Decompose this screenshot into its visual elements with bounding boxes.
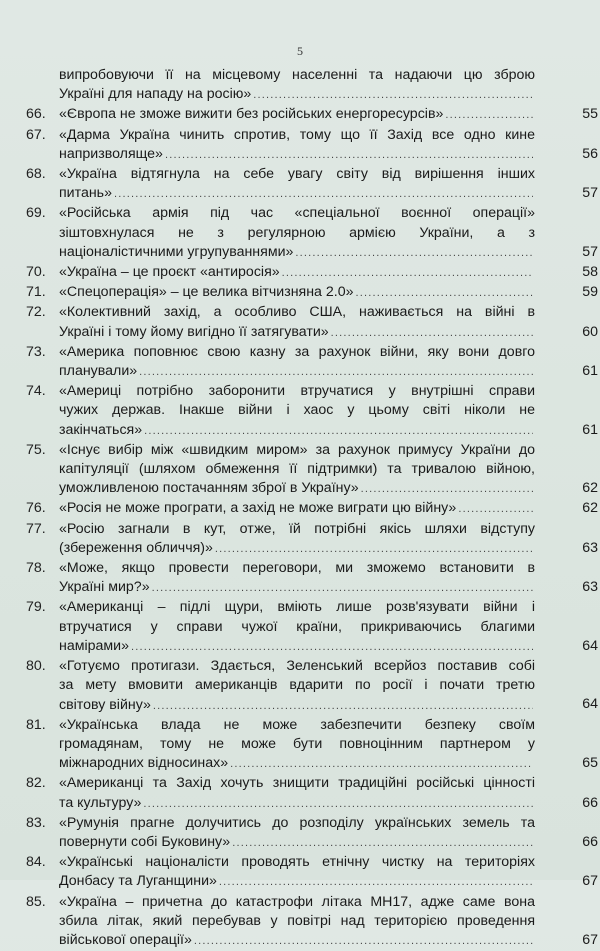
entry-number: 72. xyxy=(26,304,46,321)
entry-number: 77. xyxy=(26,520,46,537)
toc-entry[interactable] xyxy=(26,520,598,559)
entry-line: «Американці та Захід хочуть знищити традиційні російські цінності xyxy=(59,775,535,792)
entry-body xyxy=(59,303,598,342)
toc-entry[interactable] xyxy=(26,893,598,951)
entry-line-last xyxy=(59,184,535,204)
entry-page-number: 67 xyxy=(582,931,598,948)
entry-line-last xyxy=(59,872,535,892)
entry-line: випробовуючи її на місцевому населенні та надаючи цю зброю xyxy=(59,67,535,83)
entry-page-number: 55 xyxy=(582,106,598,123)
entry-line-last xyxy=(59,479,535,499)
entry-line: «Українські націоналісти проводять етнічну чистку на територіях xyxy=(59,854,535,871)
entry-line-last xyxy=(59,283,535,303)
toc-entry[interactable] xyxy=(26,105,598,125)
entry-body xyxy=(59,105,598,125)
entry-line-text: «Спецоперація» – це велика вітчизняна 2.0» xyxy=(59,284,354,301)
entry-page-number: 60 xyxy=(582,323,598,340)
entry-line-last xyxy=(59,263,535,283)
entry-number: 69. xyxy=(26,205,46,222)
dot-leader xyxy=(215,540,533,559)
entry-line-text: Донбасу та Луганщини» xyxy=(59,873,217,890)
entry-body xyxy=(59,814,598,853)
entry-line: «Американці – підлі щури, вміють лише розв'язувати війни і xyxy=(59,599,535,616)
entry-line-last xyxy=(59,578,535,598)
dot-leader xyxy=(152,579,533,598)
toc-entry[interactable] xyxy=(26,441,598,500)
dot-leader xyxy=(165,146,533,165)
dot-leader xyxy=(282,264,533,283)
dot-leader xyxy=(356,284,533,303)
entry-line-text: військової операції» xyxy=(59,931,192,948)
entry-line: «Румунія прагне долучитись до розподілу українських земель та xyxy=(59,814,535,831)
entry-line-text: Україні мир?» xyxy=(59,579,150,596)
dot-leader xyxy=(143,795,533,814)
entry-line: громадянам, тому не може бути повноцінним партнером у xyxy=(59,735,535,752)
entry-page-number: 64 xyxy=(582,637,598,654)
entry-number: 80. xyxy=(26,658,46,675)
entry-line: «Українська влада не може забезпечити безпеку своїм xyxy=(59,716,535,733)
toc-entry[interactable] xyxy=(26,126,598,165)
entry-body xyxy=(59,441,598,500)
toc-entry[interactable] xyxy=(26,382,598,441)
page-number: 5 xyxy=(297,44,303,58)
toc-entry[interactable] xyxy=(26,303,598,342)
entry-line: «Росію загнали в кут, отже, їй потрібні якісь шляхи відступу xyxy=(59,520,535,537)
entry-line-last xyxy=(59,421,535,441)
toc-entry[interactable] xyxy=(26,263,598,283)
entry-body xyxy=(59,774,598,813)
dot-leader xyxy=(139,363,533,382)
entry-page-number: 61 xyxy=(582,421,598,438)
toc-entry[interactable] xyxy=(26,814,598,853)
entry-body xyxy=(59,657,598,716)
entry-line-last xyxy=(59,539,535,559)
entry-line-text: питань» xyxy=(59,185,112,202)
entry-number: 85. xyxy=(26,893,46,910)
entry-page-number: 57 xyxy=(582,185,598,202)
entry-page-number: 66 xyxy=(582,794,598,811)
entry-body xyxy=(59,559,598,598)
toc-entry[interactable] xyxy=(26,598,598,657)
entry-line-text: Україні і тому йому вигідно її затягувати» xyxy=(59,323,329,340)
entry-line-text: «Європа не зможе вижити без російських енергоресурсів» xyxy=(59,106,444,123)
entry-line: за мету вмовити американців вдарити по росії і почати третю xyxy=(59,677,535,694)
entry-line-text: світову війну» xyxy=(59,696,151,713)
entry-line-last xyxy=(59,85,535,105)
entry-page-number: 67 xyxy=(582,873,598,890)
entry-number: 79. xyxy=(26,599,46,616)
entry-page-number: 63 xyxy=(582,579,598,596)
toc-entry-continuation[interactable] xyxy=(26,66,560,105)
entry-line-text: планували» xyxy=(59,363,138,380)
toc-entry[interactable] xyxy=(26,499,598,519)
entry-body xyxy=(59,716,598,775)
entry-page-number: 64 xyxy=(582,696,598,713)
entry-line-text: націоналістичними угрупуваннями» xyxy=(59,243,294,260)
entry-page-number: 62 xyxy=(582,500,598,517)
entry-line: збила літак, який перебував у повітрі над територією проведення xyxy=(59,912,535,929)
entry-number: 78. xyxy=(26,560,46,577)
toc-entry[interactable] xyxy=(26,716,598,775)
entry-number: 68. xyxy=(26,166,46,183)
entry-page-number: 63 xyxy=(582,539,598,556)
entry-body xyxy=(59,126,598,165)
entry-body xyxy=(59,66,560,105)
entry-line-text: закінчаться» xyxy=(59,421,143,438)
entry-number: 81. xyxy=(26,716,46,733)
entry-page-number: 57 xyxy=(582,243,598,260)
entry-number: 71. xyxy=(26,284,46,301)
entry-page-number: 58 xyxy=(582,264,598,281)
entry-body xyxy=(59,520,598,559)
entry-body xyxy=(59,382,598,441)
entry-number: 73. xyxy=(26,343,46,360)
entry-number: 74. xyxy=(26,383,46,400)
entry-body xyxy=(59,283,598,303)
entry-page-number: 61 xyxy=(582,363,598,380)
dot-leader xyxy=(445,106,533,125)
entry-page-number: 59 xyxy=(582,284,598,301)
entry-page-number: 66 xyxy=(582,833,598,850)
entry-line-last xyxy=(59,105,535,125)
entry-line-text: (збереження обличчя)» xyxy=(59,539,213,556)
entry-number: 82. xyxy=(26,775,46,792)
entry-body xyxy=(59,165,598,204)
entry-line-text: міжнародних відносинах» xyxy=(59,755,229,772)
entry-line-last xyxy=(59,794,535,814)
entry-number xyxy=(26,66,59,105)
entry-line: «Дарма Україна чинить спротив, тому що її Захід все одно кине xyxy=(59,126,535,143)
entry-line: зіштовхнулася не з регулярною армією України, а з xyxy=(59,224,535,241)
dot-leader xyxy=(295,244,533,263)
dot-leader xyxy=(230,755,533,774)
entry-page-number: 65 xyxy=(582,755,598,772)
entry-line-last xyxy=(59,696,535,716)
dot-leader xyxy=(153,697,533,716)
dot-leader xyxy=(458,500,533,519)
entry-line: «Америка поповнює свою казну за рахунок війни, яку вони довго xyxy=(59,343,535,360)
entry-line-last xyxy=(59,243,535,263)
entry-line-text: напризволяще» xyxy=(59,145,163,162)
toc-entry[interactable] xyxy=(26,204,598,263)
dot-leader xyxy=(232,834,533,853)
dot-leader xyxy=(131,638,533,657)
entry-line-last xyxy=(59,145,535,165)
dot-leader xyxy=(253,86,533,105)
entry-body xyxy=(59,204,598,263)
entry-page-number: 62 xyxy=(582,480,598,497)
entry-number: 83. xyxy=(26,814,46,831)
entry-line-text: повернути собі Буковину» xyxy=(59,833,231,850)
dot-leader xyxy=(144,422,533,441)
entry-number: 84. xyxy=(26,854,46,871)
entry-body xyxy=(59,499,598,519)
entry-body xyxy=(59,263,598,283)
dot-leader xyxy=(219,873,533,892)
entry-line: «Україна – причетна до катастрофи літака МН17, адже саме вона xyxy=(59,893,535,910)
toc-entry[interactable] xyxy=(26,343,598,382)
entry-number: 76. xyxy=(26,500,46,517)
entry-line-last xyxy=(59,637,535,657)
dot-leader xyxy=(361,480,533,499)
entry-body xyxy=(59,343,598,382)
entry-number: 70. xyxy=(26,264,46,281)
entry-line-text: уможливленою постачанням зброї в Україну» xyxy=(59,480,359,497)
entry-line-last xyxy=(59,754,535,774)
entry-body xyxy=(59,853,598,892)
toc-entry[interactable] xyxy=(26,559,598,598)
entry-line: «Існує вибір між «швидким миром» за рахунок примусу України до xyxy=(59,441,535,458)
entry-line-text: Україні для нападу на росію» xyxy=(59,86,252,103)
entry-body xyxy=(59,893,598,951)
entry-line: «Америці потрібно заборонити втручатися у внутрішні справи xyxy=(59,383,535,400)
entry-line-last xyxy=(59,499,535,519)
toc-entry[interactable] xyxy=(26,853,598,892)
entry-number: 75. xyxy=(26,441,46,458)
entry-line-last xyxy=(59,323,535,343)
entry-line: «Україна відтягнула на себе увагу світу від вирішення інших xyxy=(59,166,535,183)
entry-line: втручатися у справи чужої країни, прикриваючись благими xyxy=(59,618,535,635)
table-of-contents xyxy=(26,66,598,951)
entry-number: 67. xyxy=(26,126,46,143)
entry-line-last xyxy=(59,833,535,853)
toc-entry[interactable] xyxy=(26,657,598,716)
dot-leader xyxy=(331,324,533,343)
toc-entry[interactable] xyxy=(26,774,598,813)
entry-line: «Російська армія під час «спеціальної воєнної операції» xyxy=(59,205,535,222)
entry-line: «Готуємо протигази. Здається, Зеленський всерйоз поставив собі xyxy=(59,658,535,675)
entry-body xyxy=(59,598,598,657)
entry-number: 66. xyxy=(26,106,46,123)
entry-line: чужих держав. Інакше війни і хаос у цьому світі ніколи не xyxy=(59,402,535,419)
entry-page-number: 56 xyxy=(582,145,598,162)
entry-line: «Колективний захід, а особливо США, наживається на війні в xyxy=(59,304,535,321)
dot-leader xyxy=(194,932,533,951)
dot-leader xyxy=(114,185,533,204)
entry-line: капітуляції (шляхом обмеження її підтримки) та тривалою війною, xyxy=(59,461,535,478)
entry-line-text: намірами» xyxy=(59,637,129,654)
entry-line-text: «Україна – це проєкт «антиросія» xyxy=(59,264,280,281)
toc-entry[interactable] xyxy=(26,283,598,303)
entry-line-text: та культуру» xyxy=(59,794,142,811)
entry-line-last xyxy=(59,362,535,382)
entry-line: «Може, якщо провести переговори, ми зможемо встановити в xyxy=(59,560,535,577)
entry-line-text: «Росія не може програти, а захід не може виграти цю війну» xyxy=(59,500,457,517)
entry-line-last xyxy=(59,931,535,951)
toc-entry[interactable] xyxy=(26,165,598,204)
